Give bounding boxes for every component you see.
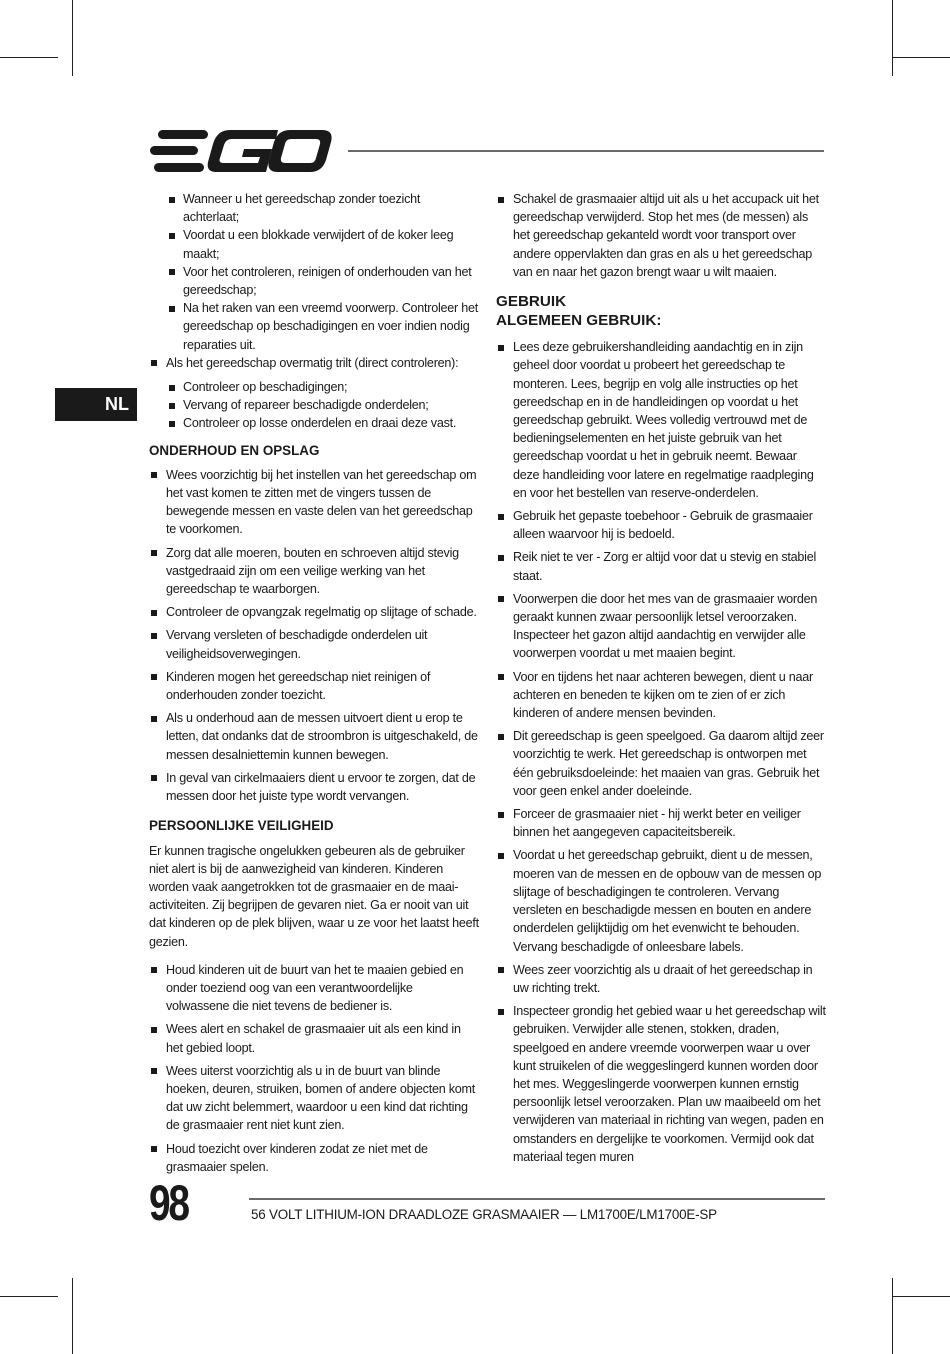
- list-item: Houd toezicht over kinderen zodat ze niet met de grasmaaier spelen.: [149, 1140, 479, 1176]
- list-item: Voordat u een blokkade verwijdert of de koker leeg maakt;: [149, 226, 479, 262]
- list-item: Controleer de opvangzak regelmatig op slijtage of schade.: [149, 603, 479, 621]
- crop-mark: [892, 1278, 893, 1354]
- list-item: Inspecteer grondig het gebied waar u het gereedschap wilt gebruiken. Verwijder alle stenen, stokken, draden, speelgoed en andere vreemde voorwerpen waar u over kunt struikelen of die weggeslingerd kunnen worden door het mes. Weggeslingerde voorwerpen kunnen ernstig persoonlijk letsel veroorzaken. Plan uw maaibeeld om het verwijderen van materiaal in richting van wegen, paden en omstanders en dergelijke te voorkomen. Vermijd ook dat materiaal tegen muren: [496, 1002, 826, 1166]
- header-rule: [348, 150, 824, 152]
- list-item: Zorg dat alle moeren, bouten en schroeven altijd stevig vastgedraaid zijn om een veilige werking van het gereedschap te waarborgen.: [149, 544, 479, 599]
- list-item: Controleer op losse onderdelen en draai deze vast.: [149, 414, 479, 432]
- list-item: Voorwerpen die door het mes van de grasmaaier worden geraakt kunnen zwaar persoonlijk letsel veroorzaken. Inspecteer het gazon altijd aandachtig en verwijder alle voorwerpen voordat u met maaien begint.: [496, 590, 826, 663]
- right-column: [496, 190, 826, 1166]
- list-item: Voor het controleren, reinigen of onderhouden van het gereedschap;: [149, 263, 479, 299]
- list-item: Dit gereedschap is geen speelgoed. Ga daarom altijd zeer voorzichtig te werk. Het gereedschap is ontworpen met één gebruiksdoeleinde: het maaien van gras. Gebruik het voor geen enkel ander doeleinde.: [496, 727, 826, 800]
- list-item: Vervang of repareer beschadigde onderdelen;: [149, 396, 479, 414]
- language-tab: NL: [55, 388, 137, 421]
- list-item: Houd kinderen uit de buurt van het te maaien gebied en onder toeziend oog van een verantwoordelijke volwassene die niet tevens de bediener is.: [149, 961, 479, 1016]
- crop-mark: [72, 0, 73, 76]
- list-item: Kinderen mogen het gereedschap niet reinigen of onderhouden zonder toezicht.: [149, 668, 479, 704]
- list-item: Wees uiterst voorzichtig als u in de buurt van blinde hoeken, deuren, struiken, bomen of andere objecten komt dat uw zicht belemmert, waardoor u een kind dat richting de grasmaaier rent niet kunt zien.: [149, 1062, 479, 1135]
- list-item: Schakel de grasmaaier altijd uit als u het accupack uit het gereedschap verwijderd. Stop het mes (de messen) als het gereedschap gekanteld wordt voor transport over andere oppervlakten dan gras en als u het gereedschap van en naar het gazon brengt waar u wilt maaien.: [496, 190, 826, 281]
- list-item: Gebruik het gepaste toebehoor - Gebruik de grasmaaier alleen waarvoor hij is bedoeld.: [496, 507, 826, 543]
- list-item: Reik niet te ver - Zorg er altijd voor dat u stevig en stabiel staat.: [496, 548, 826, 584]
- crop-mark: [892, 0, 893, 76]
- list-item: Als het gereedschap overmatig trilt (direct controleren):: [149, 354, 479, 372]
- footer-rule: [249, 1198, 825, 1200]
- page-number: 98: [149, 1175, 188, 1231]
- crop-mark: [72, 1278, 73, 1354]
- list-item: Wees zeer voorzichtig als u draait of het gereedschap in uw richting trekt.: [496, 961, 826, 997]
- crop-mark: [892, 1296, 950, 1297]
- section-heading: PERSOONLIJKE VEILIGHEID: [149, 818, 334, 834]
- list-item: Lees deze gebruikershandleiding aandachtig en in zijn geheel door voordat u probeert het gereedschap te monteren. Lees, begrijp en volg alle instructies op het gereedschap en in de handleidingen op voordat u het gereedschap gebruikt. Wees volledig vertrouwd met de bedieningselementen en het juiste gebruik van het gereedschap voordat u het in gebruik neemt. Bewaar deze handleiding voor latere en regelmatige raadpleging en voor het bestellen van reserve-onderdelen.: [496, 338, 826, 502]
- list-item: Voordat u het gereedschap gebruikt, dient u de messen, moeren van de messen en de opbouw van de messen op slijtage of beschadigingen te controleren. Vervang versleten en beschadigde messen en bouten en andere onderdelen gelijktijdig om het evenwicht te behouden. Vervang beschadigde of onleesbare labels.: [496, 846, 826, 955]
- paragraph: Er kunnen tragische ongelukken gebeuren als de gebruiker niet alert is bij de aanwezigheid van kinderen. Kinderen worden vaak aangetrokken tot de grasmaaier en de maai-activiteiten. Zij begrijpen de gevaren niet. Ga er nooit van uit dat kinderen op de plek blijven, waar u ze voor het laatst heeft gezien.: [149, 843, 479, 949]
- list-item: Wees alert en schakel de grasmaaier uit als een kind in het gebied loopt.: [149, 1020, 479, 1056]
- crop-mark: [892, 57, 950, 58]
- list-item: In geval van cirkelmaaiers dient u ervoor te zorgen, dat de messen door het juiste type wordt vervangen.: [149, 769, 479, 805]
- list-item: Controleer op beschadigingen;: [149, 378, 479, 396]
- product-title: 56 VOLT LITHIUM-ION DRAADLOZE GRASMAAIER — LM1700E/LM1700E-SP: [251, 1207, 717, 1222]
- list-item: Forceer de grasmaaier niet - hij werkt beter en veiliger binnen het aangegeven capaciteitsbereik.: [496, 805, 826, 841]
- heading-use: GEBRUIK: [496, 293, 567, 311]
- left-column: [149, 190, 479, 1176]
- ego-logo: [150, 130, 332, 172]
- heading-general-use: ALGEMEEN GEBRUIK:: [496, 311, 662, 329]
- list-item: Voor en tijdens het naar achteren bewegen, dient u naar achteren en beneden te kijken om te zien of er zich kinderen of andere mensen bevinden.: [496, 668, 826, 723]
- crop-mark: [0, 1296, 58, 1297]
- list-item: Als u onderhoud aan de messen uitvoert dient u erop te letten, dat ondanks dat de stroombron is uitgeschakeld, de messen desalniettemin kunnen bewegen.: [149, 709, 479, 764]
- list-item: Vervang versleten of beschadigde onderdelen uit veiligheidsoverwegingen.: [149, 626, 479, 662]
- list-item: Na het raken van een vreemd voorwerp. Controleer het gereedschap op beschadigingen en voer indien nodig reparaties uit.: [149, 299, 479, 354]
- list-item: Wanneer u het gereedschap zonder toezicht achterlaat;: [149, 190, 479, 226]
- crop-mark: [0, 57, 58, 58]
- section-heading: [496, 293, 826, 330]
- section-heading: ONDERHOUD EN OPSLAG: [149, 442, 320, 458]
- list-item: Wees voorzichtig bij het instellen van het gereedschap om het vast komen te zitten met de vingers tussen de bewegende messen en vaste delen van het gereedschap te voorkomen.: [149, 466, 479, 539]
